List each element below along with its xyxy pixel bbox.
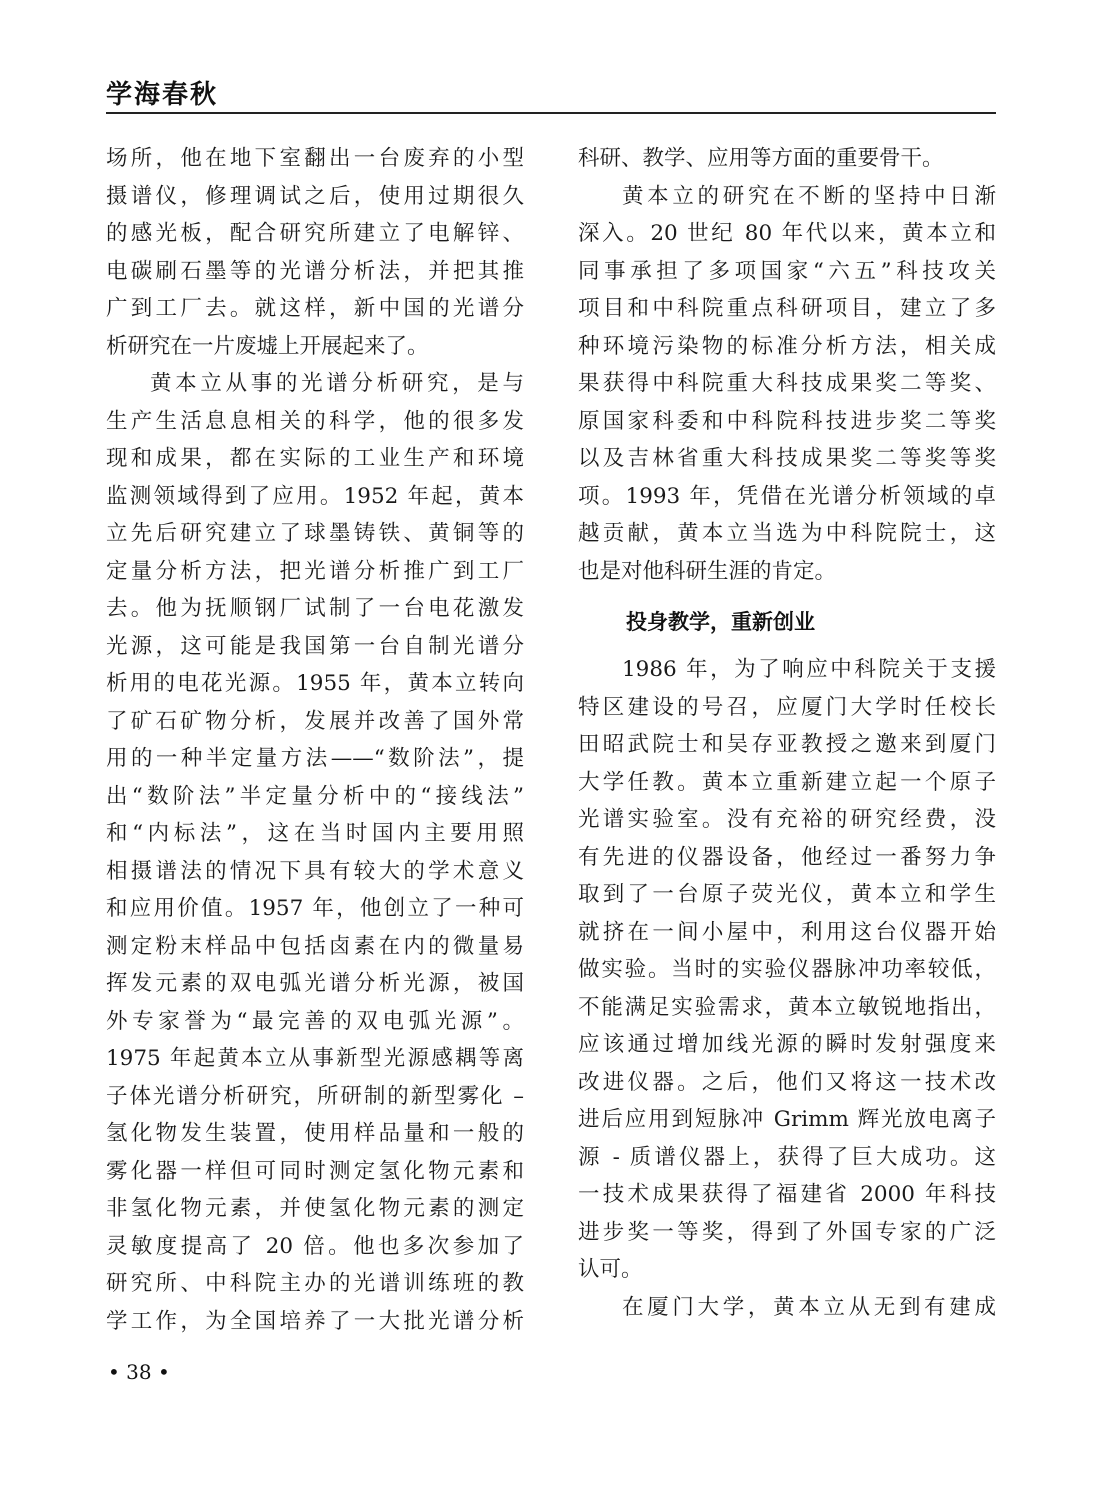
text-line: 原国家科委和中科院科技进步奖二等奖 — [578, 408, 996, 434]
text-line: 学工作，为全国培养了一大批光谱分析 — [106, 1308, 524, 1334]
text-line: 特区建设的号召，应厦门大学时任校长 — [578, 694, 996, 720]
text-line: 氢化物发生装置，使用样品量和一般的 — [106, 1121, 524, 1146]
text-line: 同事承担了多项国家“六五”科技攻关 — [578, 258, 996, 284]
text-line: 应该通过增加线光源的瞬时发射强度来 — [578, 1032, 996, 1057]
page-number: • 38 • — [108, 1360, 170, 1384]
text-line: 取到了一台原子荧光仪，黄本立和学生 — [578, 882, 996, 907]
text-line: 摄谱仪，修理调试之后，使用过期很久 — [106, 183, 524, 209]
text-line: 改进仪器。之后，他们又将这一技术改 — [578, 1069, 996, 1095]
text-line: 定量分析方法，把光谱分析推广到工厂 — [106, 558, 524, 584]
text-line: 的感光板，配合研究所建立了电解锌、 — [106, 221, 524, 246]
text-line: 析研究在一片废墟上开展起来了。 — [106, 333, 429, 359]
text-line: 用的一种半定量方法——“数阶法”，提 — [106, 746, 524, 771]
text-line: 析用的电花光源。1955 年，黄本立转向 — [106, 671, 524, 696]
text-line: 研究所、中科院主办的光谱训练班的教 — [106, 1271, 524, 1296]
text-line: 做实验。当时的实验仪器脉冲功率较低， — [578, 957, 996, 982]
text-line: 去。他为抚顺钢厂试制了一台电花激发 — [106, 596, 524, 621]
text-line: 子体光谱分析研究，所研制的新型雾化 – — [106, 1083, 524, 1109]
text-line: 测定粉末样品中包括卤素在内的微量易 — [106, 933, 524, 959]
right-column-text-before-heading — [578, 140, 996, 590]
text-line: 项目和中科院重点科研项目，建立了多 — [578, 296, 996, 321]
text-line: 源 - 质谱仪器上，获得了巨大成功。这 — [578, 1144, 996, 1170]
text-line: 光谱实验室。没有充裕的研究经费，没 — [578, 807, 996, 832]
text-line: 深入。20 世纪 80 年代以来，黄本立和 — [578, 221, 996, 246]
text-line: 外专家誉为“最完善的双电弧光源”。 — [106, 1008, 524, 1034]
text-line: 光源，这可能是我国第一台自制光谱分 — [106, 633, 524, 659]
text-line: 越贡献，黄本立当选为中科院院士，这 — [578, 521, 996, 546]
text-line: 也是对他科研生涯的肯定。 — [578, 558, 837, 584]
text-line: 现和成果，都在实际的工业生产和环境 — [106, 446, 524, 471]
text-line: 田昭武院士和吴存亚教授之邀来到厦门 — [578, 732, 996, 757]
text-line: 认可。 — [578, 1257, 643, 1282]
text-line: 出“数阶法”半定量分析中的“接线法” — [106, 783, 524, 809]
text-line: 以及吉林省重大科技成果奖二等奖等奖 — [578, 446, 996, 471]
text-line: 1975 年起黄本立从事新型光源感耦等离 — [106, 1046, 524, 1071]
text-line: 立先后研究建立了球墨铸铁、黄铜等的 — [106, 521, 524, 546]
right-column — [578, 140, 996, 1326]
section-heading: 投身教学，重新创业 — [626, 610, 815, 634]
text-line: 不能满足实验需求，黄本立敏锐地指出， — [578, 994, 996, 1020]
text-line: 电碳刷石墨等的光谱分析法，并把其推 — [106, 258, 524, 284]
text-line: 进后应用到短脉冲 Grimm 辉光放电离子 — [578, 1107, 996, 1132]
text-line: 一技术成果获得了福建省 2000 年科技 — [578, 1182, 996, 1207]
text-line: 非氢化物元素，并使氢化物元素的测定 — [106, 1196, 524, 1221]
text-line: 就挤在一间小屋中，利用这台仪器开始 — [578, 919, 996, 945]
text-line: 挥发元素的双电弧光谱分析光源，被国 — [106, 971, 524, 996]
text-line: 生产生活息息相关的科学，他的很多发 — [106, 408, 524, 434]
text-line: 和“内标法”，这在当时国内主要用照 — [106, 821, 524, 846]
text-line: 黄本立从事的光谱分析研究，是与 — [150, 371, 524, 396]
text-line: 和应用价值。1957 年，他创立了一种可 — [106, 896, 524, 921]
text-line: 雾化器一样但可同时测定氢化物元素和 — [106, 1158, 524, 1184]
text-line: 项。1993 年，凭借在光谱分析领域的卓 — [578, 483, 996, 509]
text-line: 科研、教学、应用等方面的重要骨干。 — [578, 146, 944, 171]
text-line: 广到工厂去。就这样，新中国的光谱分 — [106, 296, 524, 321]
text-line: 果获得中科院重大科技成果奖二等奖、 — [578, 371, 996, 396]
text-line: 监测领域得到了应用。1952 年起，黄本 — [106, 483, 524, 509]
text-line: 大学任教。黄本立重新建立起一个原子 — [578, 769, 996, 795]
text-line: 在厦门大学，黄本立从无到有建成 — [622, 1294, 996, 1320]
text-line: 1986 年，为了响应中科院关于支援 — [622, 657, 996, 682]
page-header — [106, 72, 996, 114]
text-line: 有先进的仪器设备，他经过一番努力争 — [578, 844, 996, 870]
left-column — [106, 140, 524, 1340]
text-line: 了矿石矿物分析，发展并改善了国外常 — [106, 708, 524, 734]
right-column-text-after-heading — [578, 651, 996, 1326]
text-line: 相摄谱法的情况下具有较大的学术意义 — [106, 858, 524, 884]
header-title: 学海春秋 — [106, 80, 219, 110]
text-line: 场所，他在地下室翻出一台废弃的小型 — [106, 146, 524, 171]
text-line: 黄本立的研究在不断的坚持中日渐 — [622, 183, 996, 209]
text-line: 灵敏度提高了 20 倍。他也多次参加了 — [106, 1233, 524, 1259]
text-line: 进步奖一等奖，得到了外国专家的广泛 — [578, 1219, 996, 1245]
text-line: 种环境污染物的标准分析方法，相关成 — [578, 333, 996, 359]
